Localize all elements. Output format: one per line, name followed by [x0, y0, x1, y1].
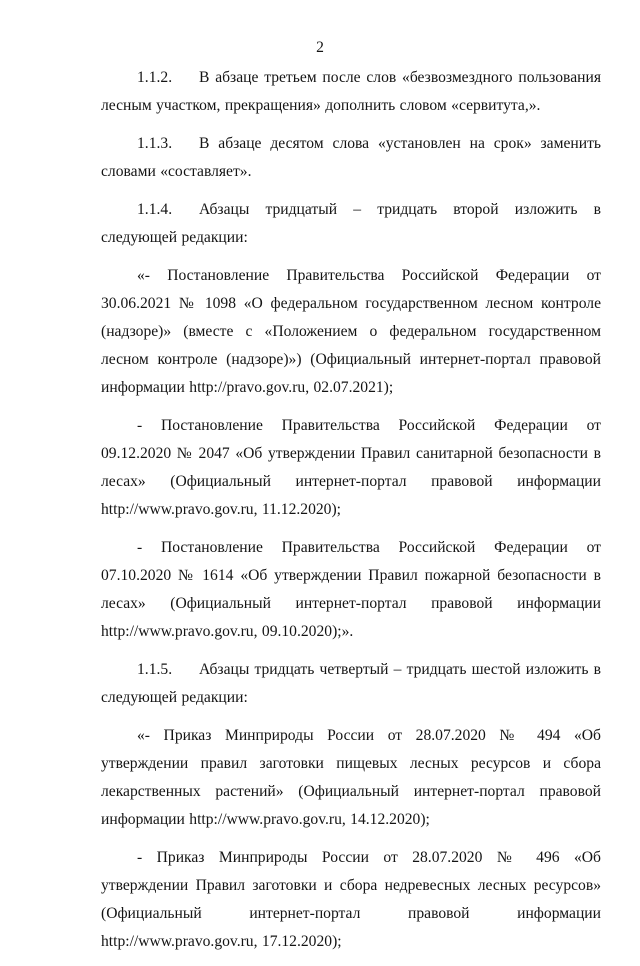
- paragraph-text: - Постановление Правительства Российской Федерации от 07.10.2020 № 1614 «Об утверждении Правил пожарной безопасности в лесах» (Официальный интернет-портал правовой информации http://www.pravo.gov.ru, 09.10.2020);».: [101, 539, 601, 640]
- clause-number: 1.1.5.: [137, 661, 173, 678]
- paragraph-decree-2047: [101, 412, 601, 524]
- paragraph-order-494: [101, 722, 601, 834]
- paragraph-decree-1614: [101, 534, 601, 646]
- paragraph-text: Абзацы тридцать четвертый – тридцать шестой изложить в следующей редакции:: [101, 661, 601, 706]
- paragraph-text: «- Приказ Минприроды России от 28.07.2020 № 494 «Об утверждении правил заготовки пищевых лесных ресурсов и сбора лекарственных растений» (Официальный интернет-портал правовой информации http://www.pravo.gov.ru, 14.12.2020);: [101, 727, 601, 828]
- paragraph-1-1-5: [101, 656, 601, 712]
- paragraph-order-496: [101, 844, 601, 956]
- paragraph-text: В абзаце третьем после слов «безвозмездного пользования лесным участком, прекращения» дополнить словом «сервитута,».: [101, 69, 601, 114]
- paragraph-text: «- Постановление Правительства Российской Федерации от 30.06.2021 № 1098 «О федеральном государственном лесном контроле (надзоре)» (вместе с «Положением о федеральном государственном лесном контроле (надзоре)») (Официальный интернет-портал правовой информации http://pravo.gov.ru, 02.07.2021);: [101, 267, 601, 396]
- document-body: [101, 64, 601, 966]
- paragraph-decree-1098: [101, 262, 601, 402]
- clause-number: 1.1.4.: [137, 201, 173, 218]
- paragraph-text: - Постановление Правительства Российской Федерации от 09.12.2020 № 2047 «Об утверждении Правил санитарной безопасности в лесах» (Официальный интернет-портал правовой информации http://www.pravo.gov.ru, 11.12.2020);: [101, 417, 601, 518]
- paragraph-text: В абзаце десятом слова «установлен на срок» заменить словами «составляет».: [101, 135, 601, 180]
- paragraph-text: Абзацы тридцатый – тридцать второй изложить в следующей редакции:: [101, 201, 601, 246]
- paragraph-1-1-4: [101, 196, 601, 252]
- clause-number: 1.1.2.: [137, 69, 173, 86]
- paragraph-1-1-2: [101, 64, 601, 120]
- paragraph-text: - Приказ Минприроды России от 28.07.2020 № 496 «Об утверждении Правил заготовки и сбора недревесных лесных ресурсов» (Официальный интернет-портал правовой информации http://www.pravo.gov.ru, 17.12.2020);: [101, 849, 601, 950]
- clause-number: 1.1.3.: [137, 135, 173, 152]
- page-number: 2: [316, 39, 324, 56]
- paragraph-1-1-3: [101, 130, 601, 186]
